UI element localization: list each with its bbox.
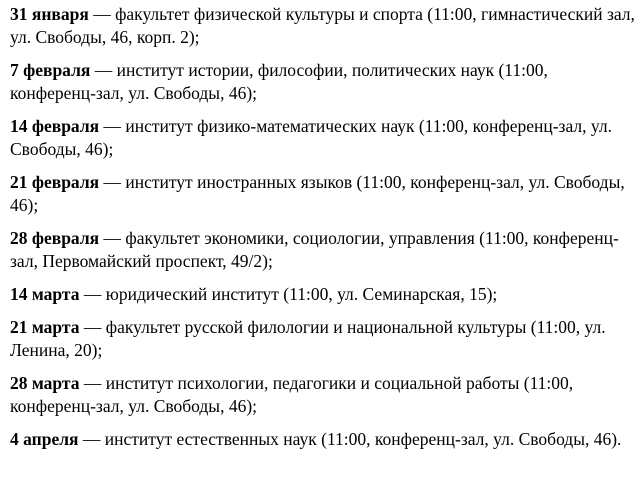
event-item (10, 372, 638, 418)
event-item (10, 3, 638, 49)
event-date: 14 февраля (10, 116, 100, 136)
event-description: — факультет физической культуры и спорта (11:00, гимнастический зал, ул. Свободы, 46, корп. 2); (10, 4, 635, 47)
event-date: 31 января (10, 4, 89, 24)
event-description: — институт истории, философии, политических наук (11:00, конференц-зал, ул. Свободы, 46); (10, 60, 548, 103)
event-item (10, 171, 638, 217)
event-date: 21 марта (10, 317, 80, 337)
event-date: 14 марта (10, 284, 80, 304)
event-date: 4 апреля (10, 429, 79, 449)
event-item (10, 59, 638, 105)
event-description: — факультет экономики, социологии, управления (11:00, конференц-зал, Первомайский проспект, 49/2); (10, 228, 619, 271)
event-description: — институт естественных наук (11:00, конференц-зал, ул. Свободы, 46). (78, 429, 622, 449)
event-description: — институт иностранных языков (11:00, конференц-зал, ул. Свободы, 46); (10, 172, 625, 215)
event-item (10, 316, 638, 362)
event-description: — институт психологии, педагогики и социальной работы (11:00, конференц-зал, ул. Свободы, 46); (10, 373, 574, 416)
event-description: — юридический институт (11:00, ул. Семинарская, 15); (79, 284, 498, 304)
event-item (10, 227, 638, 273)
event-description: — институт физико-математических наук (11:00, конференц-зал, ул. Свободы, 46); (10, 116, 612, 159)
event-date: 21 февраля (10, 172, 100, 192)
event-date: 28 марта (10, 373, 80, 393)
event-item (10, 115, 638, 161)
event-description: — факультет русской филологии и национальной культуры (11:00, ул. Ленина, 20); (10, 317, 606, 360)
event-date: 28 февраля (10, 228, 100, 248)
event-item (10, 283, 638, 306)
event-date: 7 февраля (10, 60, 91, 80)
event-item (10, 428, 638, 451)
event-schedule (10, 3, 638, 461)
